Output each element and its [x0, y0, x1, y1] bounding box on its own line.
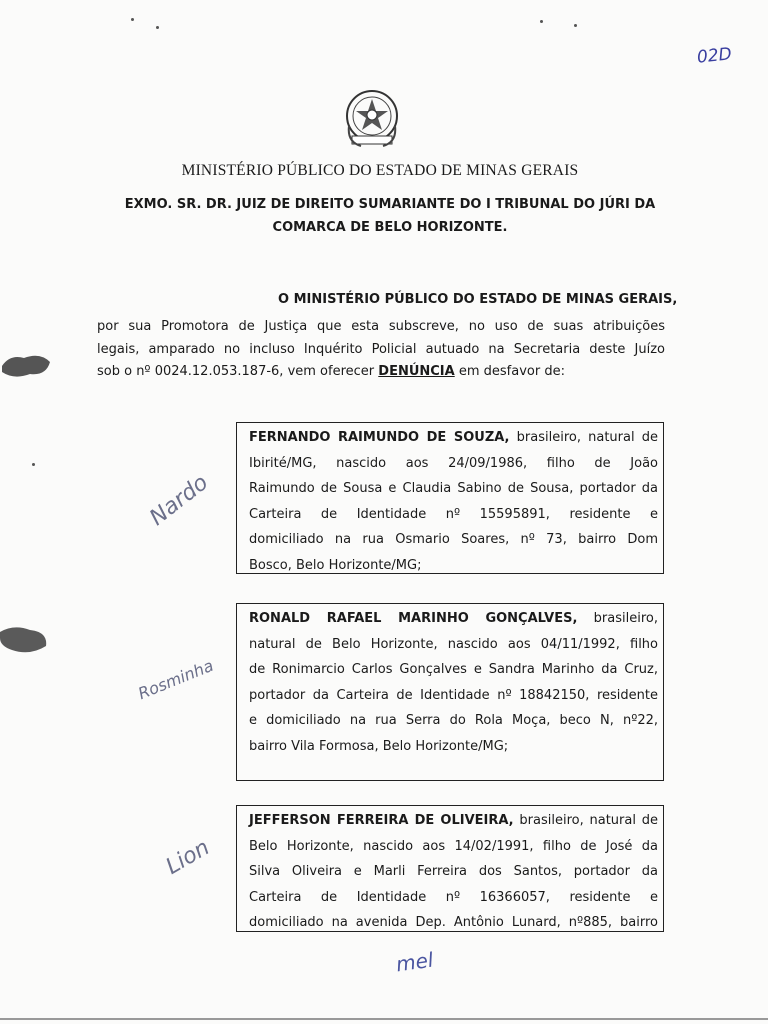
- defendant-line: natural de Belo Horizonte, nascido aos 04/11/1992, filho: [249, 636, 658, 652]
- defendant-line: portador da Carteira de Identidade nº 18842150, residente: [249, 687, 658, 703]
- handwritten-note: mel: [394, 947, 435, 977]
- defendant-line: Raimundo de Sousa e Claudia Sabino de Sousa, portador da: [249, 481, 658, 496]
- denuncia-keyword: DENÚNCIA: [378, 364, 455, 379]
- coat-of-arms-seal: [343, 86, 401, 152]
- defendant-line: Silva Oliveira e Marli Ferreira dos Santos, portador da: [249, 864, 658, 879]
- defendant-text: brasileiro, natural de: [516, 430, 658, 445]
- defendant-line: [249, 606, 658, 632]
- scan-speck: [540, 20, 543, 23]
- intro-line: legais, amparado no incluso Inquérito Policial autuado na Secretaria deste Juízo: [97, 341, 665, 357]
- defendant-name: RONALD RAFAEL MARINHO GONÇALVES,: [249, 611, 578, 626]
- defendant-line: [249, 425, 658, 451]
- defendant-line: domiciliado na avenida Dep. Antônio Lunard, nº885, bairro: [249, 915, 658, 930]
- scan-speck: [156, 26, 159, 29]
- defendant-name: JEFFERSON FERREIRA DE OLIVEIRA,: [249, 813, 514, 828]
- defendant-line: de Ronimarcio Carlos Gonçalves e Sandra Marinho da Cruz,: [249, 662, 658, 677]
- defendant-box: [236, 603, 664, 781]
- addressee-line: EXMO. SR. DR. JUIZ DE DIREITO SUMARIANTE DO I TRIBUNAL DO JÚRI DA: [124, 197, 656, 212]
- scan-edge: [0, 1018, 768, 1020]
- defendant-line: bairro Vila Formosa, Belo Horizonte/MG;: [249, 738, 509, 754]
- handwritten-note: Rosminha: [135, 655, 217, 704]
- ink-smudge: [0, 350, 52, 382]
- defendant-line: Carteira de Identidade nº 16366057, residente e: [249, 889, 658, 905]
- defendant-text: brasileiro,: [593, 611, 658, 626]
- intro-text: sob o nº 0024.12.053.187-6, vem oferecer: [97, 364, 375, 379]
- handwritten-note: Lion: [161, 835, 214, 880]
- defendant-text: brasileiro, natural de: [519, 813, 658, 828]
- intro-heading: O MINISTÉRIO PÚBLICO DO ESTADO DE MINAS GERAIS,: [278, 292, 678, 307]
- defendant-box: [236, 422, 664, 574]
- scan-speck: [131, 18, 134, 21]
- addressee-line: COMARCA DE BELO HORIZONTE.: [272, 220, 508, 235]
- addressee-block: [100, 193, 680, 239]
- institution-heading: MINISTÉRIO PÚBLICO DO ESTADO DE MINAS GERAIS: [181, 162, 579, 179]
- intro-text: em desfavor de:: [458, 364, 565, 379]
- defendant-line: Ibirité/MG, nascido aos 24/09/1986, filho de João: [249, 455, 658, 471]
- defendant-line: Carteira de Identidade nº 15595891, residente e: [249, 506, 658, 522]
- defendant-name: FERNANDO RAIMUNDO DE SOUZA,: [249, 430, 510, 445]
- defendant-line: [249, 808, 658, 834]
- defendant-box: [236, 805, 664, 932]
- intro-line: por sua Promotora de Justiça que esta subscreve, no uso de suas atribuições: [97, 319, 665, 334]
- ink-smudge: [0, 622, 50, 658]
- intro-line: [97, 361, 665, 384]
- defendant-line: Bosco, Belo Horizonte/MG;: [249, 557, 422, 573]
- defendant-line: domiciliado na rua Osmario Soares, nº 73, bairro Dom: [249, 532, 658, 547]
- handwritten-note: Nardo: [145, 470, 214, 531]
- intro-paragraph: [97, 316, 665, 384]
- defendant-line: e domiciliado na rua Serra do Rola Moça, beco N, nº22,: [249, 713, 658, 728]
- defendant-line: Belo Horizonte, nascido aos 14/02/1991, filho de José da: [249, 838, 658, 854]
- handwritten-page-number: 02D: [696, 44, 733, 68]
- scan-speck: [574, 24, 577, 27]
- scan-speck: [32, 463, 35, 466]
